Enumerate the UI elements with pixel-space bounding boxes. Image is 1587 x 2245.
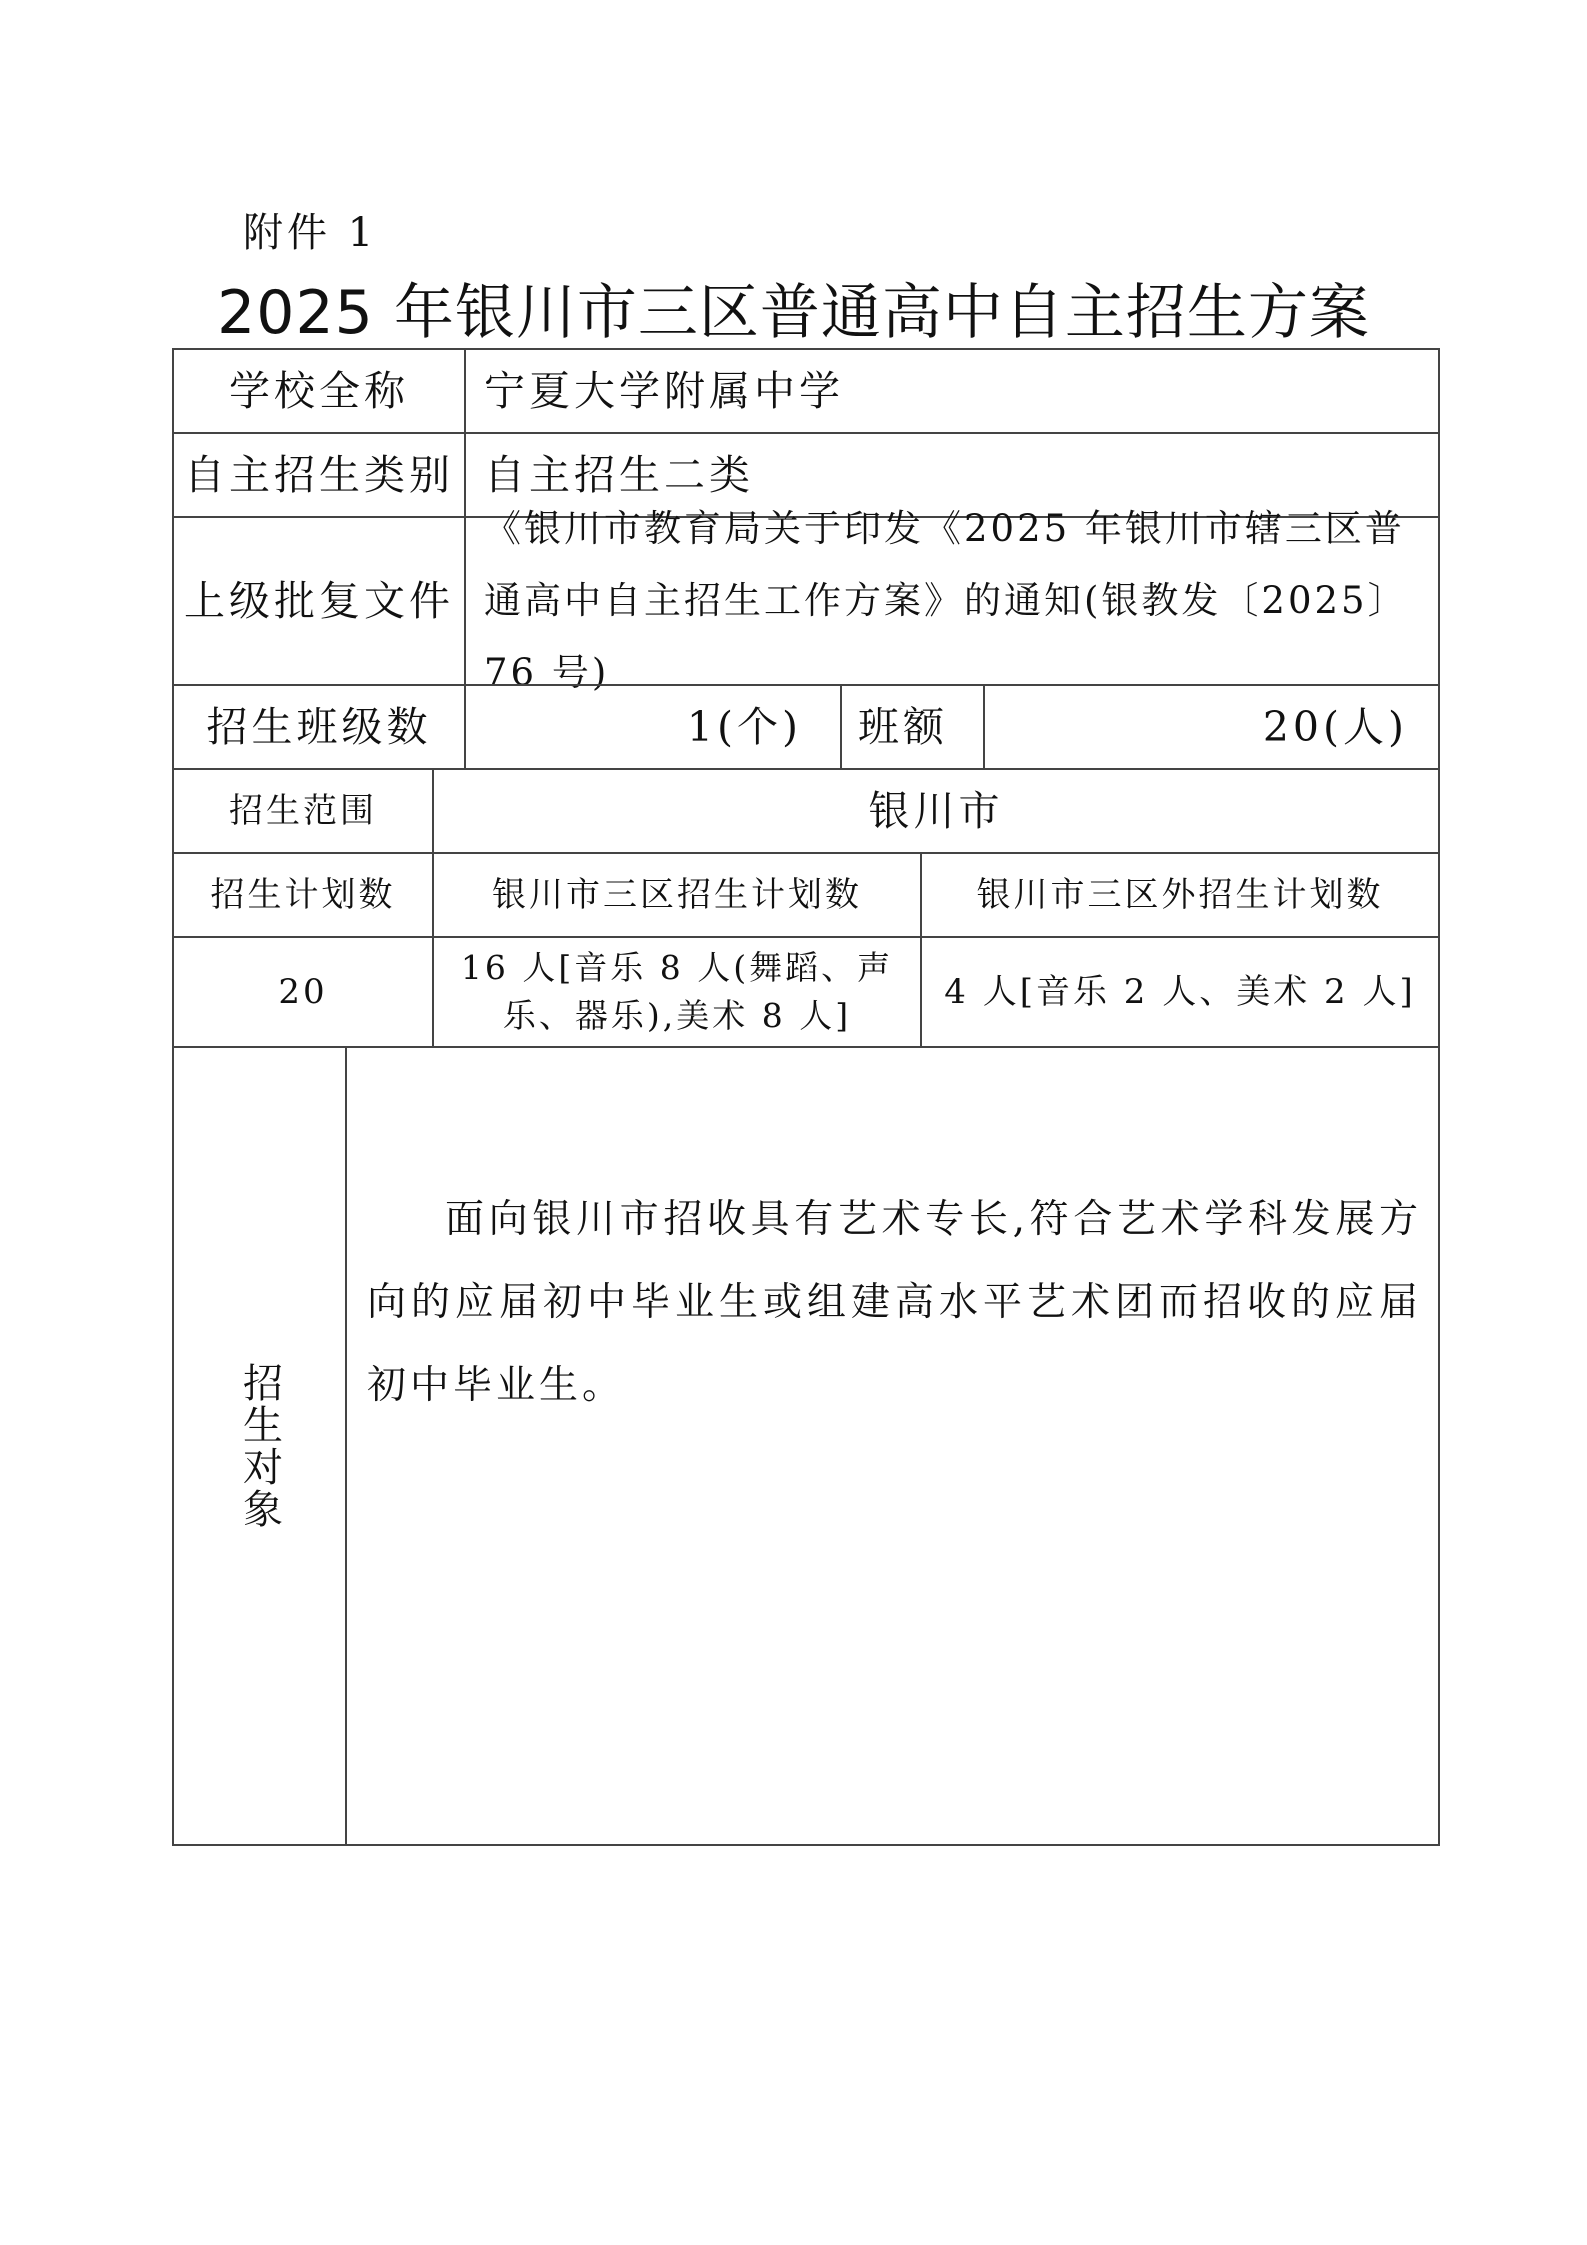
class-quota-value: 20(人): [983, 684, 1440, 770]
class-quota-label: 班额: [840, 684, 985, 770]
admission-target-text: 面向银川市招收具有艺术专长,符合艺术学科发展方向的应届初中毕业生或组建高水平艺术团而招收的应届初中毕业生。: [367, 1197, 1422, 1408]
approval-document-value: [464, 507, 1440, 694]
admission-scope-label: 招生范围: [172, 768, 434, 854]
approval-document-label: 上级批复文件: [172, 516, 466, 686]
admission-scope-value: 银川市: [432, 768, 1440, 854]
school-name-value: 宁夏大学附属中学: [464, 348, 1440, 434]
admission-category-value: 自主招生二类: [464, 432, 1440, 518]
page-title: 2025 年银川市三区普通高中自主招生方案: [217, 278, 1370, 348]
inside-district-plan-header: 银川市三区招生计划数: [432, 852, 922, 938]
outside-district-plan-header: 银川市三区外招生计划数: [920, 852, 1440, 938]
admission-category-label: 自主招生类别: [172, 432, 466, 518]
class-count-label: 招生班级数: [172, 684, 466, 770]
attachment-label: 附件 1: [243, 210, 378, 256]
enrollment-plan-label: 招生计划数: [172, 852, 434, 938]
approval-document-text: 《银川市教育局关于印发《2025 年银川市辖三区普通高中自主招生工作方案》的通知(银教发〔2025〕76 号): [484, 507, 1408, 694]
class-count-value: 1(个): [464, 684, 842, 770]
inside-district-plan-text: 16 人[音乐 8 人(舞蹈、声乐、器乐),美术 8 人]: [460, 948, 894, 1035]
school-name-label: 学校全称: [172, 348, 466, 434]
admission-target-label: 招生对象: [236, 1362, 283, 1530]
admission-target-cell: [345, 1046, 1440, 1846]
outside-district-plan-value: 4 人[音乐 2 人、美术 2 人]: [920, 936, 1440, 1048]
inside-district-plan-value: [432, 936, 922, 1048]
admission-target-label-cell: [172, 1046, 347, 1846]
plan-total-value: 20: [172, 936, 434, 1048]
